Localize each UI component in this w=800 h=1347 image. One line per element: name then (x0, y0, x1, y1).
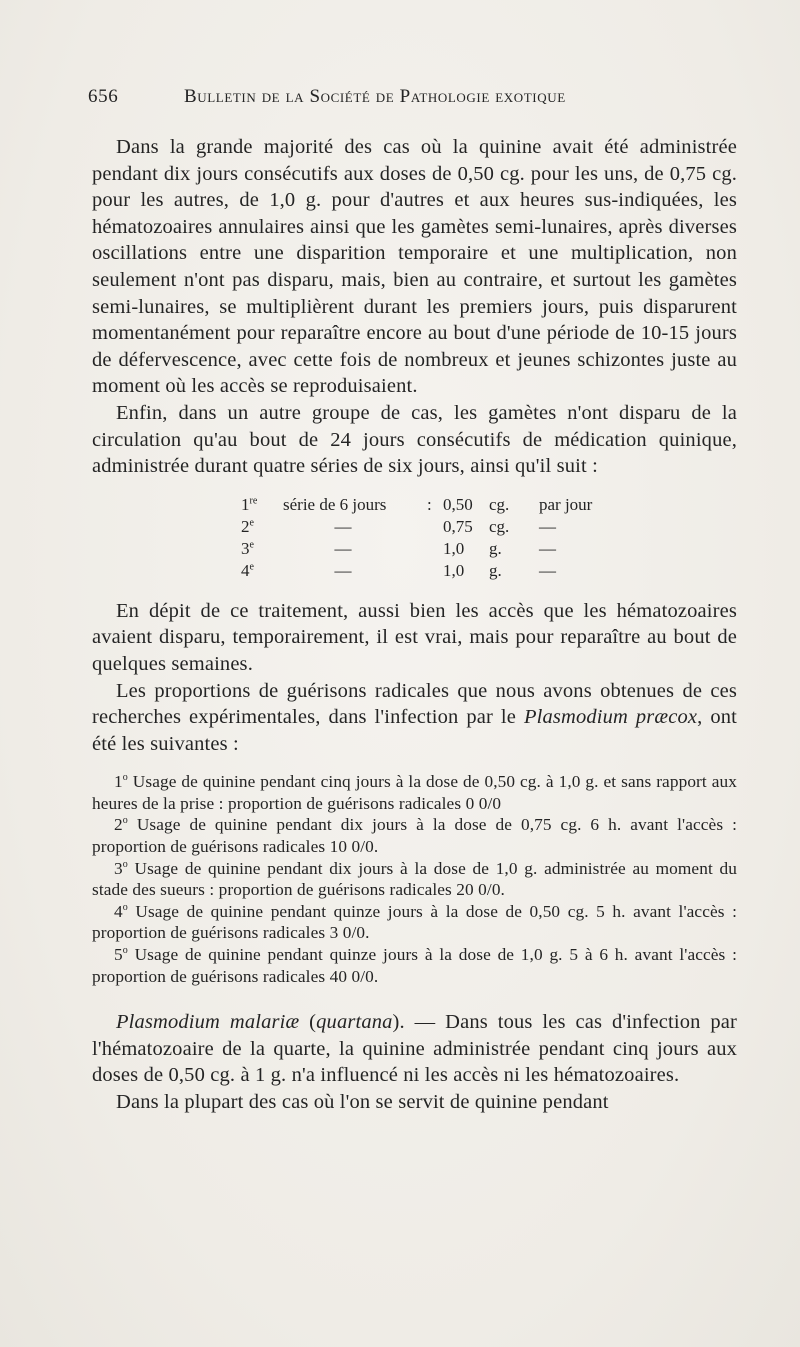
series-colon (427, 516, 443, 538)
series-dose: 0,50 (443, 494, 473, 514)
series-ordinal: 4e (241, 560, 254, 580)
series-ordinal: 1re (241, 494, 258, 514)
dose-table (241, 494, 592, 582)
series-colon (427, 538, 443, 560)
series-dose: 0,75 (443, 516, 473, 536)
series-ordinal: 2e (241, 516, 254, 536)
page-number: 656 (88, 86, 119, 107)
series-unit: g. (489, 560, 502, 580)
dose-row (241, 494, 592, 516)
paragraph-6: Dans la plupart des cas où l'on se servit de quinine pendant (116, 1091, 609, 1113)
results-list (92, 771, 737, 987)
series-label: — (334, 538, 352, 558)
page-body (92, 134, 737, 1116)
species-type: quartana (316, 1011, 393, 1034)
series-colon (427, 560, 443, 582)
result-item: 5$^o$ Usage de quinine pendant quinze jours à la dose de 1,0 g. 5 à 6 h. avant l'accès : proportion de guérisons radicales 40 0/0. (92, 945, 737, 986)
paragraph-1: Dans la grande majorité des cas où la quinine avait été administrée pendant dix jours consécutifs aux doses de 0,50 cg. pour les uns, de 0,75 cg. pour les autres, de 1,0 g. pour d'autres et aux heures sus-indiquées, les hématozoaires annulaires ainsi que les gamètes semi-lunaires, après diverses oscillations entre une disparition temporaire et une multiplication, non seulement n'ont pas disparu, mais, bien au contraire, et surtout les gamètes semi-lunaires, se multiplièrent durant les premiers jours, puis disparurent momentanément pour reparaître encore au bout d'une période de 10-15 jours de défervescence, avec cette fois de nombreux et jeunes schizontes juste au moment où les accès se reproduisaient. (92, 136, 737, 398)
series-label: — (334, 560, 352, 580)
series-ordinal: 3e (241, 538, 254, 558)
series-dose: 1,0 (443, 560, 465, 580)
dose-row (241, 560, 592, 582)
series-extra: — (539, 560, 556, 580)
series-label: — (334, 516, 352, 536)
paragraph-2: Enfin, dans un autre groupe de cas, les gamètes n'ont disparu de la circulation qu'au bout de 24 jours consécutifs de médication quinique, administrée durant quatre séries de six jours, ainsi qu'il suit : (92, 401, 737, 478)
series-extra: par jour (539, 494, 593, 514)
series-unit: cg. (489, 494, 510, 514)
result-item: 1$^o$ Usage de quinine pendant cinq jours à la dose de 0,50 cg. à 1,0 g. et sans rapport aux heures de la prise : proportion de guérisons radicales 0 0/0 (92, 772, 737, 813)
series-unit: g. (489, 538, 502, 558)
paragraph-3: En dépit de ce traitement, aussi bien les accès que les hématozoaires avaient disparu, temporairement, il est vrai, mais pour reparaître au bout de quelques semaines. (92, 599, 737, 675)
running-header (88, 86, 748, 114)
result-item: 4$^o$ Usage de quinine pendant quinze jours à la dose de 0,50 cg. 5 h. avant l'accès : proportion de guérisons radicales 3 0/0. (92, 901, 737, 943)
paragraph-5: Plasmodium malariæ (quartana). — Dans tous les cas d'infection par l'hématozoaire de la quarte, la quinine administrée pendant cinq jours aux doses de 0,50 cg. à 1 g. n'a influencé ni les accès ni les hématozoaires. (92, 1011, 737, 1087)
dose-row (241, 538, 592, 560)
dose-row (241, 516, 592, 538)
series-extra: — (539, 538, 556, 558)
series-label: série de 6 jours (283, 494, 387, 514)
journal-title: Bulletin de la Société de Pathologie exotique (184, 86, 566, 107)
result-item: 3$^o$ Usage de quinine pendant dix jours à la dose de 1,0 g. administrée au moment du stade des sueurs : proportion de guérisons radicales 20 0/0. (92, 858, 737, 900)
species-name: Plasmodium malariæ (116, 1011, 300, 1034)
series-dose: 1,0 (443, 538, 465, 558)
series-extra: — (539, 516, 556, 536)
series-unit: cg. (489, 516, 510, 536)
result-item: 2$^o$ Usage de quinine pendant dix jours à la dose de 0,75 cg. 6 h. avant l'accès : proportion de guérisons radicales 10 0/0. (92, 815, 737, 857)
series-colon: : (427, 494, 432, 514)
paragraph-4: Les proportions de guérisons radicales que nous avons obtenues de ces recherches expérimentales, dans l'infection par le Plasmodium præcox, ont été les suivantes : (92, 679, 738, 755)
species-name: Plasmodium præcox (523, 706, 698, 729)
